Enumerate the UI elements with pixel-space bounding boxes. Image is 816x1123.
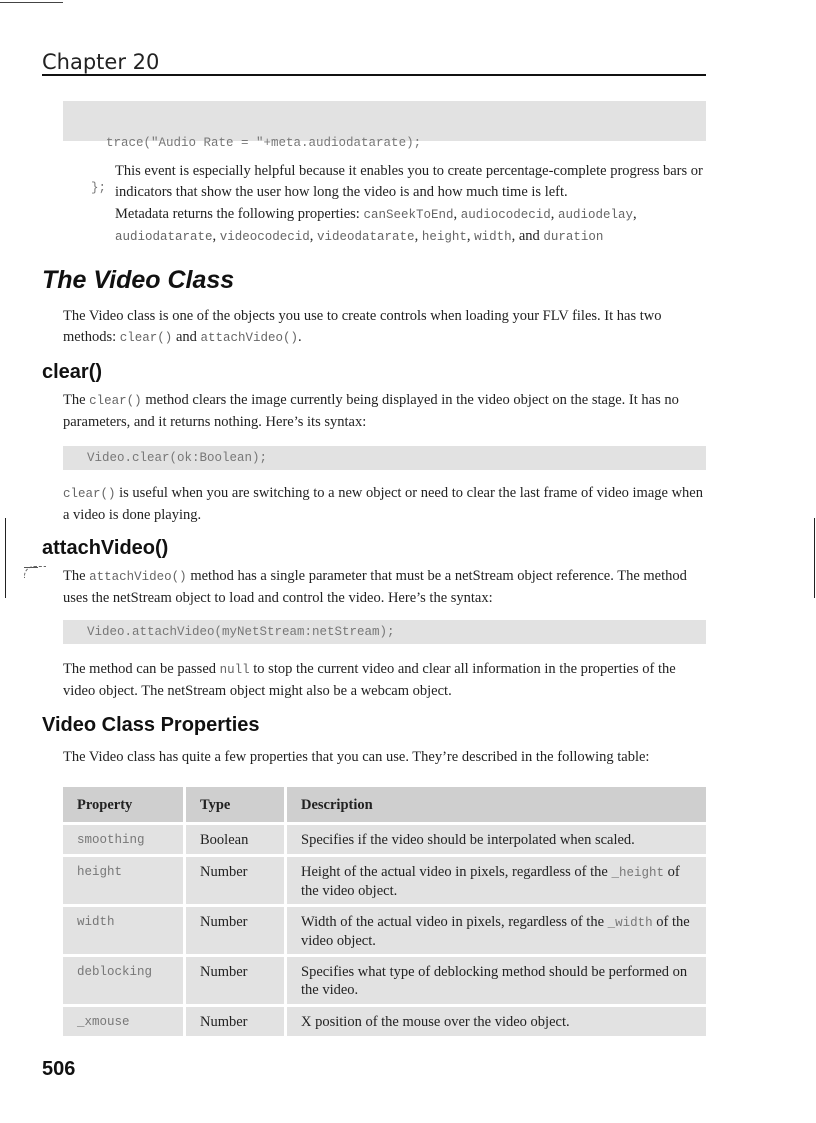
chapter-header: Chapter 20: [42, 50, 160, 74]
table-header-row: [63, 787, 706, 822]
cell-description: Width of the actual video in pixels, regardless of the _width of the video object.: [284, 907, 706, 954]
code-clear: clear(): [119, 331, 173, 345]
top-corner-rule: [0, 2, 63, 3]
subheading-attachvideo: attachVideo(): [42, 537, 169, 559]
subheading-clear: clear(): [42, 361, 103, 383]
code-null: null: [219, 663, 250, 677]
table-row: [63, 825, 706, 854]
callout-dash: [24, 567, 38, 568]
column-header-type: Type: [183, 787, 284, 822]
paragraph-video-class-intro: The Video class is one of the objects you use to create controls when loading your FLV files. It has two methods: clear() and attachVideo().: [63, 308, 662, 345]
table-row: [63, 1007, 706, 1036]
code-block-clear-syntax: Video.clear(ok:Boolean);: [63, 446, 706, 470]
section-heading-video-class: The Video Class: [42, 266, 235, 294]
cell-property: width: [63, 907, 183, 954]
cell-description: X position of the mouse over the video object.: [284, 1007, 706, 1036]
properties-table: [63, 784, 706, 1039]
cell-property: _xmouse: [63, 1007, 183, 1036]
code-line: trace("Audio Rate = "+meta.audiodatarate);: [106, 136, 422, 150]
table-row: [63, 957, 706, 1004]
cell-description: Specifies if the video should be interpolated when scaled.: [284, 825, 706, 854]
cell-type: Number: [183, 957, 284, 1004]
cell-description: Specifies what type of deblocking method should be performed on the video.: [284, 957, 706, 1004]
paragraph-progress: This event is especially helpful because it enables you to create percentage-complete progress bars or indicators that show the user how long the video is and how much time is left.: [115, 163, 703, 200]
paragraph-attachvideo-null: The method can be passed null to stop the current video and clear all information in the properties of the video object. The netStream object might also be a webcam object.: [63, 661, 676, 699]
paragraph-attachvideo-description: The attachVideo() method has a single parameter that must be a netStream object reference. The method uses the netStream object to load and control the video. Here’s the syntax:: [63, 568, 687, 606]
margin-change-bar-right: [814, 518, 815, 598]
cell-type: Number: [183, 907, 284, 954]
margin-change-bar-left: [5, 518, 6, 598]
code-prop: audiodelay: [557, 208, 633, 222]
column-header-property: Property: [63, 787, 183, 822]
paragraph-properties-intro: The Video class has quite a few properties that you can use. They’re described in the following table:: [63, 749, 650, 765]
cell-type: Number: [183, 857, 284, 904]
cell-type: Boolean: [183, 825, 284, 854]
code-attachvideo: attachVideo(): [200, 331, 299, 345]
code-block-attachvideo-syntax: Video.attachVideo(myNetStream:netStream);: [63, 620, 706, 644]
code-prop: duration: [543, 230, 604, 244]
code-prop: height: [421, 230, 467, 244]
column-header-description: Description: [284, 787, 706, 822]
code-prop: canSeekToEnd: [363, 208, 454, 222]
chapter-header-rule: [42, 74, 706, 76]
cell-description: Height of the actual video in pixels, regardless of the _height of the video object.: [284, 857, 706, 904]
paragraph-clear-description: The clear() method clears the image currently being displayed in the video object on the stage. It has no parameters, and it returns nothing. Here’s its syntax:: [63, 392, 679, 430]
code-clear: clear(): [89, 394, 142, 408]
code-prop: videocodecid: [219, 230, 310, 244]
code-prop: audiodatarate: [115, 230, 213, 244]
table-row: [63, 907, 706, 954]
cell-property: height: [63, 857, 183, 904]
cell-type: Number: [183, 1007, 284, 1036]
table-row: [63, 857, 706, 904]
code-attachvideo: attachVideo(): [89, 570, 187, 584]
cell-property: smoothing: [63, 825, 183, 854]
paragraph-metadata-properties: Metadata returns the following properties: canSeekToEnd, audiocodecid, audiodelay, audiodatarate, videocodecid, videodatarate, height, width, and duration: [115, 206, 637, 244]
code-line: };: [91, 181, 107, 195]
paragraph-clear-usage: clear() is useful when you are switching to a new object or need to clear the last frame of video image when a video is done playing.: [63, 485, 703, 523]
cell-property: deblocking: [63, 957, 183, 1004]
code-prop: videodatarate: [317, 230, 415, 244]
subheading-video-class-properties: Video Class Properties: [42, 714, 260, 736]
code-prop: width: [474, 230, 512, 244]
code-clear: clear(): [63, 487, 116, 501]
code-prop: audiocodecid: [460, 208, 551, 222]
page-number: 506: [42, 1058, 76, 1080]
